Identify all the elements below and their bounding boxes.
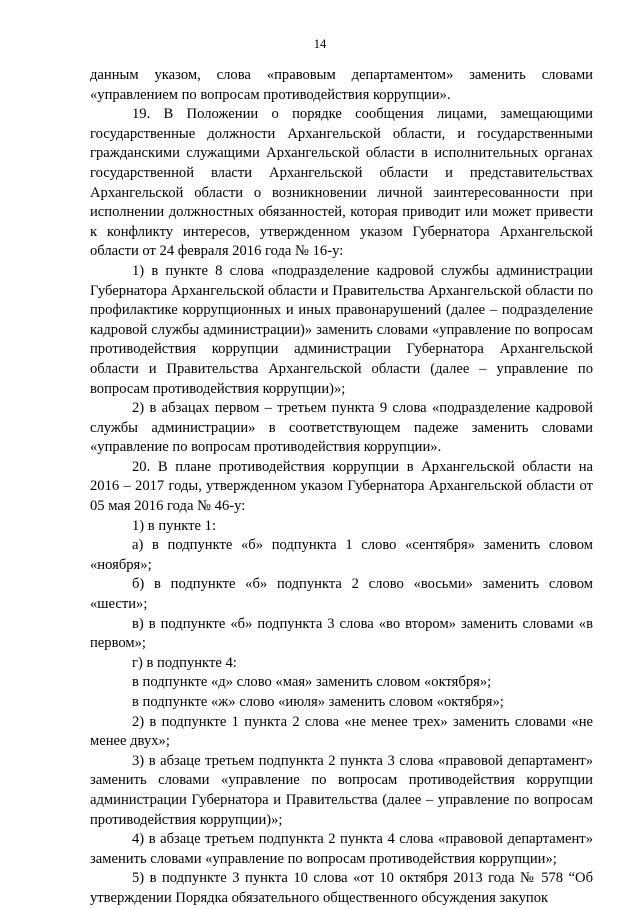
paragraph-item-20: 20. В плане противодействия коррупции в Архангельской области на 2016 – 2017 годы, утвержденном указом Губернатора Архангельской области от 05 мая 2016 года № 46-у:	[90, 458, 593, 515]
paragraph-20-2: 2) в подпункте 1 пункта 2 слова «не менее трех» заменить словами «не менее двух»;	[90, 713, 593, 750]
paragraph-20-5: 5) в подпункте 3 пункта 10 слова «от 10 октября 2013 года № 578 “Об утверждении Порядка обязательного общественного обсуждения закупок	[90, 870, 593, 906]
document-body	[90, 66, 593, 909]
paragraph-20-1: 1) в пункте 1:	[132, 517, 217, 534]
paragraph-19-2: 2) в абзацах первом – третьем пункта 9 слова «подразделение кадровой службы администрации» в соответствующем падеже заменить словами «управление по вопросам противодействия коррупции».	[90, 400, 593, 456]
paragraph-20-3: 3) в абзаце третьем подпункта 2 пункта 3 слова «правовой департамент» заменить словами «управление по вопросам противодействия коррупции администрации Губернатора и Правительства (далее – управление по вопросам противодействия коррупции)»;	[90, 752, 593, 828]
paragraph-20-1-g: г) в подпункте 4:	[132, 654, 237, 671]
paragraph-20-4: 4) в абзаце третьем подпункта 2 пункта 4 слова «правовой департамент» заменить словами «управление по вопросам противодействия коррупции»;	[90, 831, 593, 867]
paragraph-20-1-g-zh: в подпункте «ж» слово «июля» заменить словом «октября»;	[132, 694, 504, 710]
paragraph-20-1-g-d: в подпункте «д» слово «мая» заменить словом «октября»;	[132, 674, 492, 691]
paragraph-20-1-b: б) в подпункте «б» подпункта 2 слово «восьми» заменить словом «шести»;	[90, 576, 593, 613]
paragraph-20-1-a: а) в подпункте «б» подпункта 1 слово «сентября» заменить словом «ноября»;	[90, 537, 593, 573]
paragraph-continuation: данным указом, слова «правовым департаментом» заменить словами «управлением по вопросам противодействия коррупции».	[90, 67, 593, 103]
paragraph-19-1: 1) в пункте 8 слова «подразделение кадровой службы администрации Губернатора Архангельской области и Правительства Архангельской области по профилактике коррупционных и иных правонарушений (далее – подразделение кадровой службы администрации)» заменить словами «управление по вопросам противодействия коррупции администрации Губернатора Архангельской области и Правительства Архангельской области (далее – управление по вопросам противодействия коррупции)»;	[90, 262, 593, 397]
page-number: 14	[313, 37, 327, 51]
paragraph-item-19: 19. В Положении о порядке сообщения лицами, замещающими государственные должности Архангельской области, и государственными гражданскими служащими Архангельской области в исполнительных органах государственной власти Архангельской области и представительствах Архангельской области о возникновении личной заинтересованности при исполнении должностных обязанностей, которая приводит или может привести к конфликту интересов, утвержденном указом Губернатора Архангельской области от 24 февраля 2016 года № 16-у:	[90, 106, 593, 260]
paragraph-20-1-v: в) в подпункте «б» подпункта 3 слова «во втором» заменить словами «в первом»;	[90, 615, 593, 652]
